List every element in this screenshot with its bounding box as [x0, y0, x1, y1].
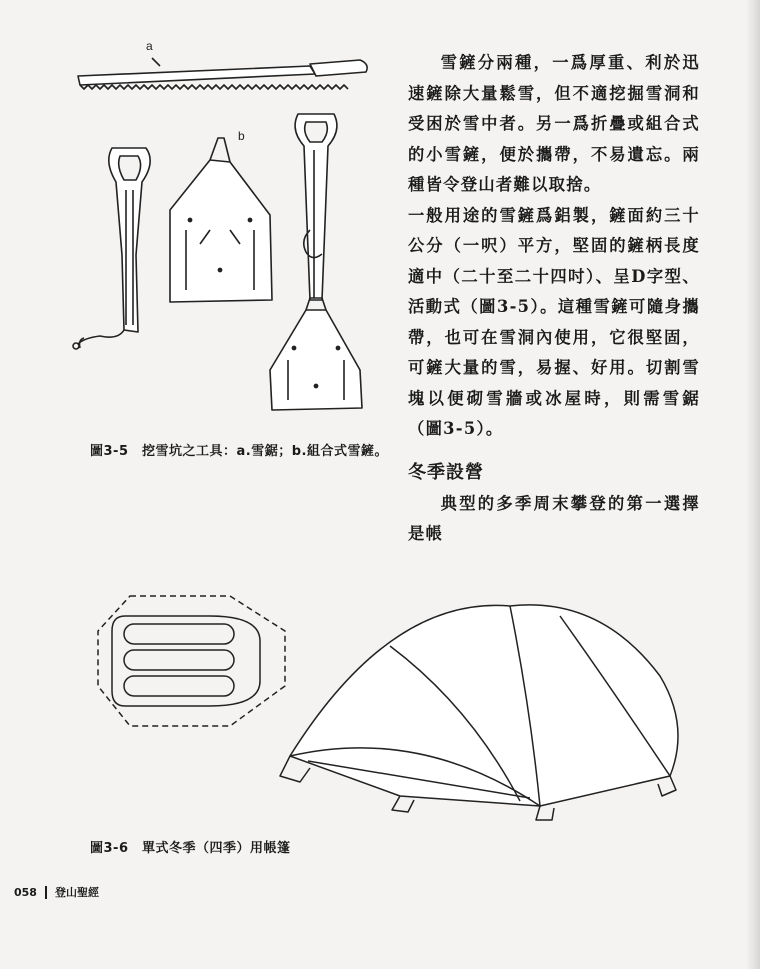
section-heading-winter-camp: 冬季設營 [408, 461, 484, 483]
figure-label-b: b [238, 129, 245, 143]
body-text-column [408, 48, 700, 550]
paragraph-winter-camp: 典型的多季周末攀登的第一選擇是帳 [408, 493, 700, 543]
snow-tools-illustration [60, 30, 400, 430]
footer-divider [45, 886, 47, 899]
figure-3-6 [90, 586, 700, 826]
tent-illustration [90, 586, 700, 826]
figure-3-6-caption: 圖3-6 單式冬季（四季）用帳篷 [90, 841, 291, 856]
book-title: 登山聖經 [54, 886, 99, 899]
paragraph-snow-shovel-details: 一般用途的雪鏟爲鋁製，鏟面約三十公分（一呎）平方，堅固的鏟柄長度適中（二十至二十四吋）、呈D字型、活動式（圖3-5）。這種雪鏟可隨身攜帶，也可在雪洞內使用，它很堅固，可鏟大量的雪，易握、好用。切割雪塊以便砌雪牆或冰屋時，則需雪鋸（圖3-5）。 [408, 205, 700, 438]
page-footer [14, 884, 99, 900]
page-number: 058 [14, 885, 37, 899]
figure-3-5-caption: 圖3-5 挖雪坑之工具：a.雪鋸；b.組合式雪鏟。 [90, 444, 388, 459]
paragraph-snow-shovel-types: 雪鏟分兩種，一爲厚重、利於迅速鏟除大量鬆雪，但不適挖掘雪洞和受困於雪中者。另一爲折疊或組合式的小雪鏟，便於攜帶，不易遺忘。兩種皆令登山者難以取捨。 [408, 53, 700, 194]
figure-label-a: a [146, 39, 153, 53]
page-edge-shadow [746, 0, 760, 969]
figure-3-5 [60, 30, 400, 430]
